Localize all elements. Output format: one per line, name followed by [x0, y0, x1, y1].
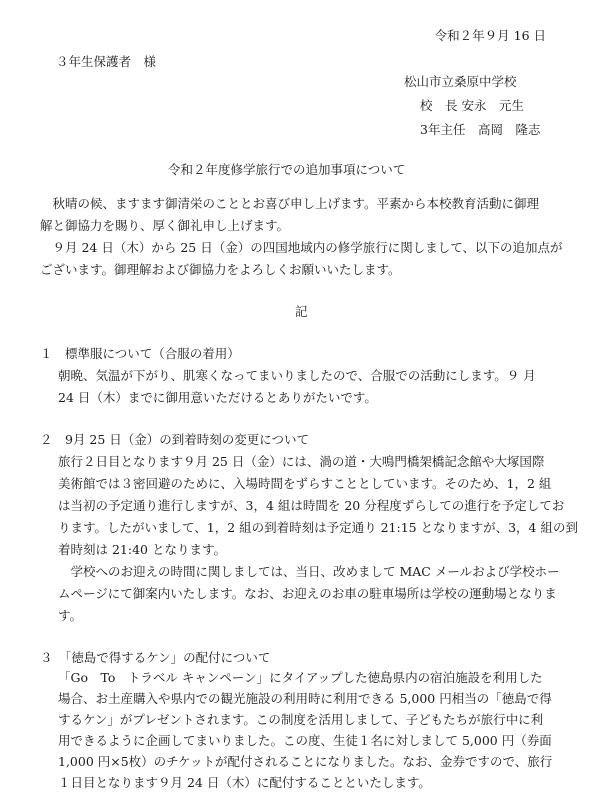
section-2-line: ムページにて御案内いたします。なお、お迎えのお車の駐車場所は学校の運動場となりま [58, 586, 557, 601]
sender-school: 松山市立桑原中学校 [404, 74, 517, 89]
section-2-line: 着時刻は 21:40 となります。 [58, 542, 226, 557]
section-3-line: 1,000 円×5枚）のチケットが配付されることになりました。なお、金券ですので、旅行 [58, 754, 553, 769]
section-3-line: するケン」がプレゼントされます。この制度を活用しまして、子どもたちが旅行中に利 [58, 712, 544, 727]
section-2-line: 美術館では３密回避のために、入場時間をずらすこととしています。そのため、1，2 組 [58, 476, 552, 491]
section-2-line: は当初の予定通り進行しますが、3，4 組は時間を 20 分程度ずらしての進行を予定してお [58, 498, 565, 513]
section-1-line: 朝晩、気温が下がり、肌寒くなってまいりましたので、合服での活動にします。９ 月 [58, 368, 536, 383]
recipient: ３年生保護者 様 [56, 54, 157, 69]
section-2-line: す。 [58, 608, 83, 623]
section-2-line: ります。したがいまして、1，2 組の到着時刻は予定通り 21:15 となりますが、3，4 組の到 [58, 520, 578, 535]
section-1-line: 24 日（木）までに御用意いただけるとありがたいです。 [58, 390, 377, 405]
section-3-heading: ３ 「徳島で得するケン」の配付について [40, 650, 271, 665]
document-date: 令和２年９月 16 日 [434, 28, 546, 43]
section-3-line: １日目となります９月 24 日（木）に配付することといたします。 [58, 775, 431, 790]
intro-line: ９月 24 日（木）から 25 日（金）の四国地域内の修学旅行に関しまして、以下の追加点が [40, 240, 563, 255]
document-title: 令和２年度修学旅行での追加事項について [168, 162, 406, 177]
sender-grade-head: 3年主任 高岡 隆志 [420, 122, 541, 137]
intro-line: 秋晴の候、ますます御清栄のこととお喜び申し上げます。平素から本校教育活動に御理 [40, 196, 540, 211]
section-2-line: 学校へのお迎えの時間に関しましては、当日、改めまして MAC メールおよび学校ホー [58, 564, 560, 579]
sender-principal: 校 長 安永 元生 [420, 98, 524, 113]
ki-marker: 記 [295, 304, 308, 319]
intro-line: ございます。御理解および御協力をよろしくお願いいたします。 [40, 262, 401, 277]
section-3-line: 「Go To トラベル キャンペーン」にタイアップした徳島県内の宿泊施設を利用した [58, 670, 543, 685]
intro-line: 解と御協力を賜り、厚く御礼申し上げます。 [40, 218, 290, 233]
section-3-line: 場合、お土産購入や県内での観光施設の利用時に利用できる 5,000 円相当の「徳島で得 [58, 691, 552, 706]
section-3-line: 用できるように企画してまいりました。この度、生徒１名に対しまして 5,000 円（券面 [58, 733, 552, 748]
section-1-heading: １ 標準服について（合服の着用） [40, 346, 240, 361]
section-2-heading: ２ 9月 25 日（金）の到着時刻の変更について [40, 432, 310, 447]
section-2-line: 旅行２日目となります９月 25 日（金）には、渦の道・大鳴門橋架橋記念館や大塚国際 [58, 454, 545, 469]
